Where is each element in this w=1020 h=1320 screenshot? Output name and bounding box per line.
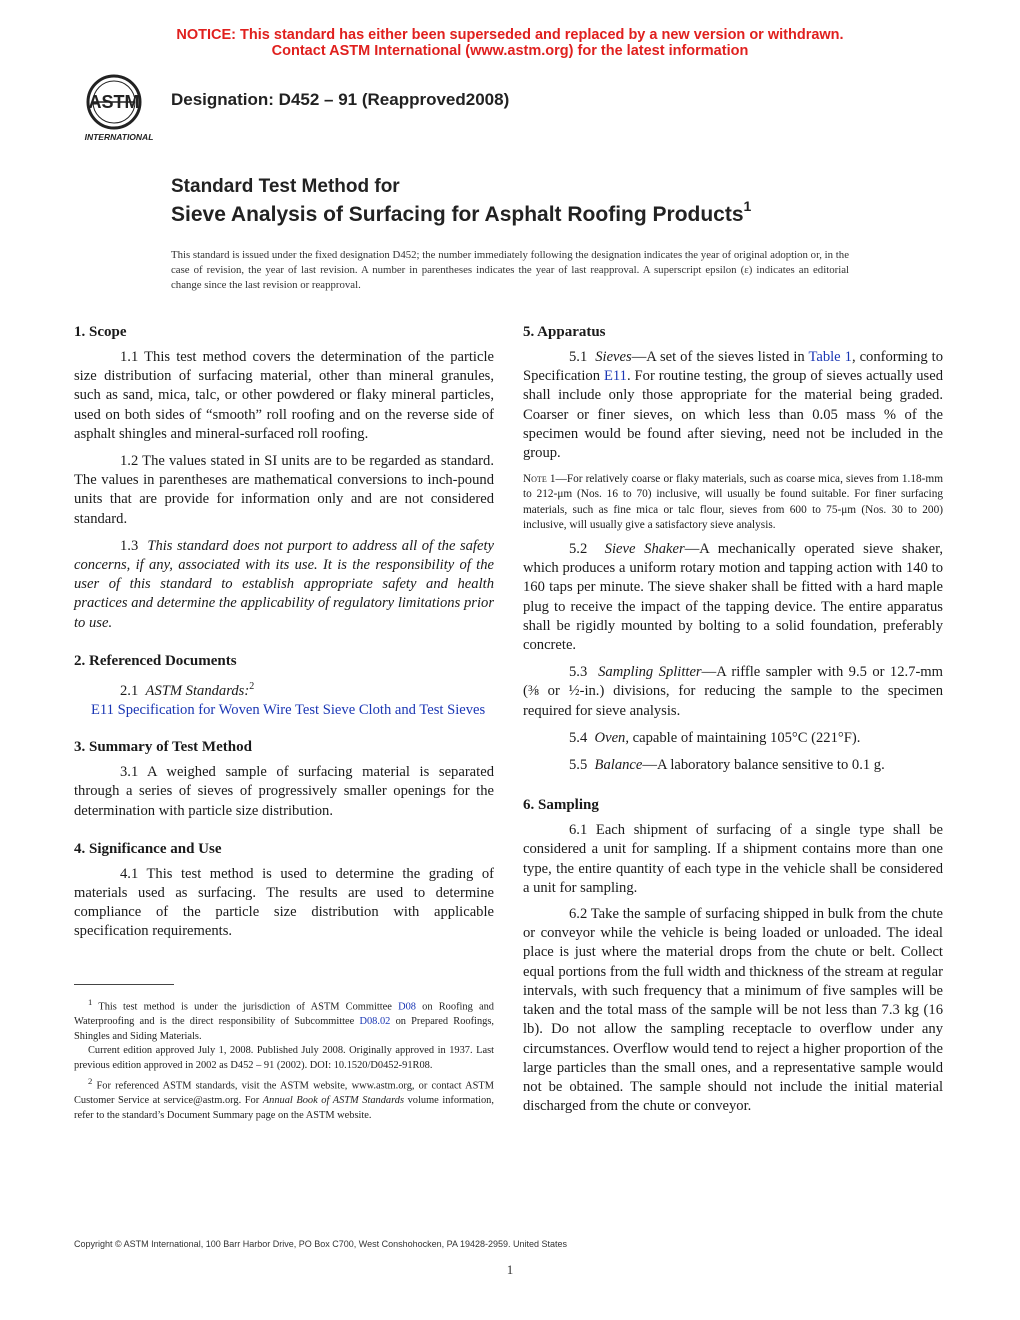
para-5-4-term: Oven, <box>594 729 629 746</box>
section-5-heading: 5. Apparatus <box>523 324 606 340</box>
footnote-1: $^1$ This test method is under the jurisdiction of ASTM Committee D08 on Roofing and Waterproofing and is the direct responsibility of Subcommittee D08.02 on Prepared Roofings, Shingles and Siding Materials. <box>74 996 495 1042</box>
para-5-4-number: 5.4 <box>569 729 588 746</box>
para-5-1-text-b: , conforming to Specification <box>523 349 943 385</box>
reference-e11[interactable] <box>74 701 494 720</box>
section-6-heading: 6. Sampling <box>523 797 599 814</box>
para-5-3-text: —A riffle sampler with 9.5 or 12.7-mm (⅜ or ½-in.) divisions, for reducing the sample to the specimen required for sieve analysis. <box>523 664 944 719</box>
note-1-label: Note 1 <box>523 473 556 486</box>
footnote-1-edition: Current edition approved July 1, 2008. Published July 2008. Originally approved in 1937. Last previous edition approved in 2002 as D452 – 91 (2002). DOI: 10.1520/D0452-91R08. <box>74 1045 494 1072</box>
para-5-2-text: —A mechanically operated sieve shaker, which produces a uniform rotary motion and tapping action with 140 to 160 taps per minute. The sieve shaker shall be fitted with a hard maple plug to receive the impact of the tapping device. The entire apparatus shall be rigidly mounted by bolting to a solid foundation, preferably concrete. <box>523 541 943 654</box>
astm-standards-label: ASTM Standards: <box>145 682 250 699</box>
notice-line-2: Contact ASTM International (www.astm.org) for the latest information <box>271 43 749 59</box>
para-1-3-number: 1.3 <box>120 537 139 554</box>
title-line-1: Standard Test Method for <box>171 176 400 197</box>
footnote-1-text-c: on Prepared Roofings, Shingles and Siding Materials. <box>74 1015 494 1042</box>
para-5-1 <box>523 348 943 463</box>
para-1-2: 1.2 The values stated in SI units are to be regarded as standard. The values in parentheses are mathematical conversions to inch-pound units that are provide for information only and are not considered standard. <box>74 453 494 527</box>
footnote-1-text-b: on Roofing and Waterproofing and is the direct responsibility of Subcommittee <box>74 1001 495 1027</box>
astm-logo-icon <box>74 74 164 146</box>
para-5-5-term: Balance <box>594 757 643 774</box>
para-5-1-text-c: . For routine testing, the group of sieves actually used shall include only those appropriate for the material being graded. Coarser or finer sieves, on which less than 0.05 mass % of the specimen would be found after sieving, need not be included in the group. <box>523 368 944 462</box>
issuance-statement: This standard is issued under the fixed designation D452; the number immediately following the designation indicates the year of original adoption or, in the case of revision, the year of last revision. A number in parentheses indicates the year of last reapproval. A superscript epsilon (ε) indicates an editorial change since the last revision or reapproval. <box>171 249 849 291</box>
title-footnote-mark: 1 <box>743 198 752 214</box>
logo-mark: ASTM <box>88 92 140 112</box>
para-3-1: 3.1 A weighed sample of surfacing material is separated through a series of sieves of progressively smaller openings for the determination with particle size distribution. <box>74 764 494 819</box>
section-1-heading: 1. Scope <box>74 324 127 340</box>
para-2-1-number: 2.1 <box>120 682 139 699</box>
para-4-1: 4.1 This test method is used to determine the grading of materials used as surfacing. The results are used to determine compliance of the particle size distribution with applicable specification requirements. <box>74 865 494 940</box>
logo-caption: INTERNATIONAL <box>84 132 154 142</box>
designation: Designation: D452 – 91 (Reapproved2008) <box>171 90 510 109</box>
copyright-notice: Copyright © ASTM International, 100 Barr Harbor Drive, PO Box C700, West Conshohocken, PA 19428-2959. United States <box>74 1239 568 1249</box>
para-5-3-number: 5.3 <box>569 664 588 681</box>
note-1 <box>523 472 943 533</box>
spec-e11-link[interactable]: E11 <box>603 368 627 385</box>
committee-d08-link[interactable]: D08 <box>398 1001 416 1012</box>
subcommittee-d08-02-link[interactable]: D08.02 <box>359 1015 391 1027</box>
para-5-4-text: capable of maintaining 105°C (221°F). <box>632 729 861 746</box>
footnote-2-text-b: volume information, refer to the standard’s Document Summary page on the ASTM website. <box>74 1095 494 1122</box>
notice-line-1: NOTICE: This standard has either been superseded and replaced by a new version or withdrawn. <box>176 27 844 43</box>
footnote-2-mark: 2 <box>249 680 255 692</box>
title-line-2 <box>171 200 751 227</box>
reference-e11-title[interactable]: Specification for Woven Wire Test Sieve Cloth and Test Sieves <box>117 701 486 718</box>
para-5-5 <box>523 756 943 775</box>
para-6-2: 6.2 Take the sample of surfacing shipped in bulk from the chute or conveyor while the vehicle is being loaded or unloaded. The ideal place is just where the material drops from the chute or belt. Collect equal portions from the full width and thickness of the stream at regular intervals, with such frequency that a minimum of five samples will be taken and the total mass of the sample will be not less than 7.3 kg (16 lb). Do not allow the sampling receptacle to overflow under any circumstances. Overflow would tend to reject a higher proportion of the large particles than the small ones, and a representative sample would not be obtained. The sample should not include the initial material discharged from the chute or conveyor. <box>523 906 943 1115</box>
para-2-1 <box>74 677 494 701</box>
page-number: 1 <box>506 1262 514 1277</box>
para-1-3 <box>74 537 494 633</box>
footnote-2-text-a: For referenced ASTM standards, visit the ASTM website, www.astm.org, or contact ASTM Customer Service at service@astm.org. For <box>74 1080 494 1107</box>
table-1-link[interactable]: Table 1 <box>808 349 852 365</box>
para-5-4 <box>523 729 943 748</box>
section-2-heading: 2. Referenced Documents <box>74 652 237 669</box>
withdrawal-notice <box>0 27 1020 59</box>
right-column <box>523 322 943 1116</box>
para-5-3 <box>523 663 943 721</box>
footnote-2-italic: Annual Book of ASTM Standards <box>262 1095 405 1107</box>
para-5-1-text-a: —A set of the sieves listed in <box>631 349 805 365</box>
footnote-divider <box>74 984 174 985</box>
left-column <box>74 322 494 1124</box>
note-1-text: —For relatively coarse or flaky materials, such as coarse mica, sieves from 1.18-mm to 212-μm (Nos. 16 to 70) inclusive, will usually be found suitable. For finer surfacing materials, such as fine mica or talc flour, sieves from 600 to 75-μm (Nos. 30 to 200) inclusive, will usually give a satisfactory sieve analysis. <box>523 473 944 531</box>
para-5-2-number: 5.2 <box>569 541 588 558</box>
title-main: Sieve Analysis of Surfacing for Asphalt Roofing Products <box>171 203 744 226</box>
para-5-3-term: Sampling Splitter <box>598 664 702 681</box>
para-5-2-term: Sieve Shaker <box>604 541 685 558</box>
reference-e11-code[interactable]: E11 <box>91 701 114 718</box>
para-5-5-text: —A laboratory balance sensitive to 0.1 g. <box>642 757 885 774</box>
para-1-1: 1.1 This test method covers the determination of the particle size distribution of surfacing material, other than mineral granules, such as sand, mica, talc, or other powdered or flaky mineral particles, used on both sides of “smooth” roll roofing and on the reverse side of asphalt shingles and mineral-surfaced roll roofing. <box>74 349 494 442</box>
section-3-heading: 3. Summary of Test Method <box>74 739 252 756</box>
footnote-2: $^2$ For referenced ASTM standards, visit the ASTM website, www.astm.org, or contact ASTM Customer Service at service@astm.org. For Annual Book of ASTM Standards volume information, refer to the standard’s Document Summary page on the ASTM website. <box>74 1075 494 1122</box>
para-5-1-term: Sieves <box>595 349 632 365</box>
para-1-3-text: This standard does not purport to address all of the safety concerns, if any, associated with its use. It is the responsibility of the user of this standard to establish appropriate safety and health practices and determine the applicability of regulatory limitations prior to use. <box>74 537 494 631</box>
footnote-1-text-a: This test method is under the jurisdiction of ASTM Committee <box>98 1001 392 1012</box>
para-5-5-number: 5.5 <box>569 757 588 774</box>
para-5-2 <box>523 540 943 655</box>
para-5-1-number: 5.1 <box>569 349 588 365</box>
footnotes <box>74 995 494 1124</box>
para-6-1: 6.1 Each shipment of surfacing of a single type shall be considered a unit for sampling. If a shipment contains more than one type, the entire quantity of each type in the vehicle shall be considered a unit for sampling. <box>523 822 943 896</box>
section-4-heading: 4. Significance and Use <box>74 840 222 857</box>
